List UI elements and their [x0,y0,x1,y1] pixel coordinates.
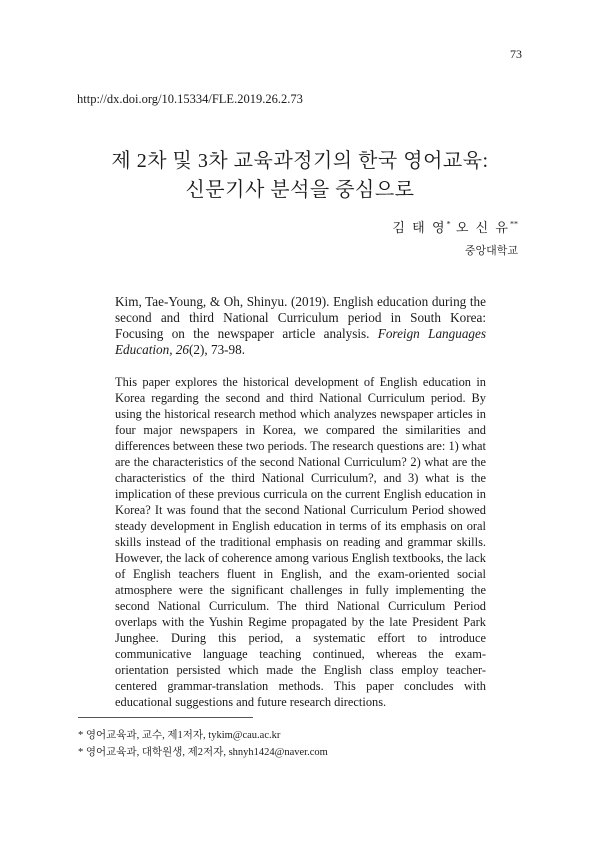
affiliation: 중앙대학교 [464,245,518,257]
citation-text: Kim, Tae-Young, & Oh, Shinyu. (2019). English education during the second and third National Curriculum period in South Korea: Focusing on the newspaper article analysis. [115,294,486,341]
author-2: 오 신 유 [455,220,510,235]
author-2-mark: ** [510,219,518,229]
paper-title [0,147,600,205]
author-1: 김 태 영 [392,220,447,235]
abstract: This paper explores the historical development of English education in Korea regarding the second and third National Curriculum period. By using the historical research method which analyzes newspaper articles in four major newspapers in Korea, we compared the similarities and differences between these two periods. The research questions are: 1) what are the characteristics of the second National Curriculum? 2) what are the characteristics of the third National Curriculum?, and 3) what is the implication of these previous curricula on the current English education in Korea? It was found that the second National Curriculum Period showed steady development in English education in terms of its emphasis on oral skills instead of the traditional emphasis on reading and grammar skills. However, the lack of coherence among various English textbooks, the lack of English teachers fluent in English, and the exam-oriented social atmosphere were the significant challenges in fully implementing the second National Curriculum. The third National Curriculum Period overlaps with the Yushin Regime propagated by the late President Park Junghee. During this period, a systematic effort to introduce communicative language teaching continued, whereas the exam-orientation persisted which made the English class employ teacher-centered grammar-translation methods. This paper concludes with educational suggestions and future research directions. [115,375,486,709]
author-list [392,217,518,236]
citation-issue-pages: (2), 73-98. [189,342,246,357]
page-number: 73 [510,47,522,61]
author-1-mark: * [446,219,451,229]
doi-link[interactable]: http://dx.doi.org/10.15334/FLE.2019.26.2.73 [77,92,303,106]
footnote-2: * 영어교육과, 대학원생, 제2저자, shnyh1424@naver.com [78,747,328,758]
citation [115,294,486,358]
footnote-divider [78,717,253,718]
footnote-1: * 영어교육과, 교수, 제1저자, tykim@cau.ac.kr [78,730,281,741]
title-line-2: 신문기사 분석을 중심으로 [185,179,415,201]
footnotes [78,727,328,761]
title-line-1: 제 2차 및 3차 교육과정기의 한국 영어교육: [111,150,489,172]
citation-journal: Foreign Languages Education, 26 [115,326,486,357]
